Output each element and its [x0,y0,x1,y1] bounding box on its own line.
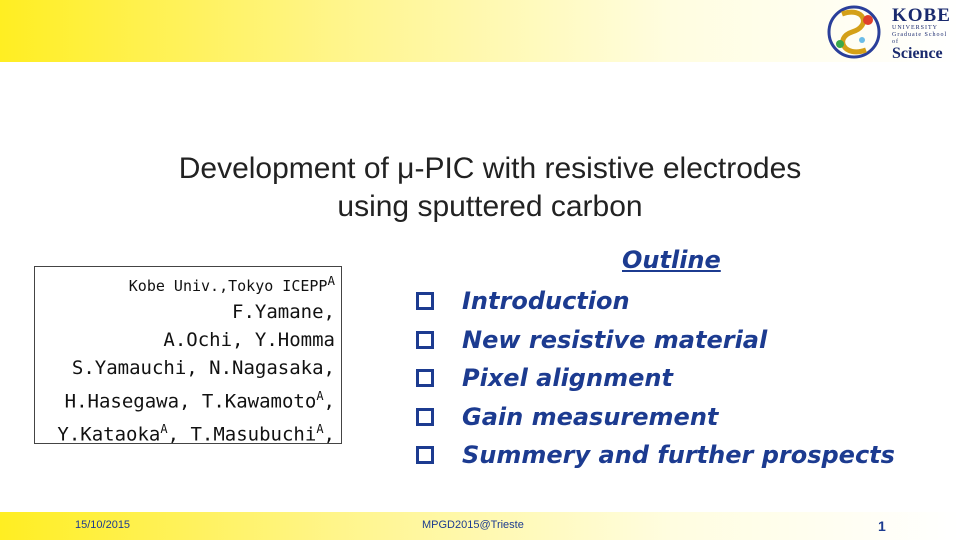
outline-item-summery: Summery and further prospects [462,441,895,470]
logo-kobe-text: KOBE [892,5,951,26]
list-item [416,359,895,398]
university-logo [822,2,954,60]
authors-box [34,266,342,444]
list-item [416,436,895,475]
outline-item-introduction: Introduction [462,287,630,316]
author-line-3: S.Yamauchi, N.Nagasaka, [71,357,335,379]
footer-event: MPGD2015@Trieste [422,519,524,531]
logo-science-text: Science [892,45,943,62]
outline-heading: Outline [622,246,721,274]
author-line-1: F.Yamane, [232,301,335,323]
checkbox-bullet-icon [416,446,434,464]
outline-item-pixel-alignment: Pixel alignment [462,364,673,393]
list-item [416,398,895,437]
logo-emblem-icon [822,2,892,60]
author-line-5: Y.Kataoka$^A$, T.Masubuchi$^A$, [57,422,335,446]
page-number: 1 [878,518,886,534]
list-item [416,321,895,360]
slide-title [60,150,920,226]
checkbox-bullet-icon [416,292,434,310]
header-band [0,0,960,62]
title-line-2: using sputtered carbon [337,190,643,223]
author-line-4: H.Hasegawa, T.Kawamoto$^A$, [64,389,335,413]
checkbox-bullet-icon [416,369,434,387]
affiliation: Kobe Univ.,Tokyo $ICEPP^A$ [128,273,335,295]
outline-item-gain-measurement: Gain measurement [462,402,719,431]
logo-university-text: UNIVERSITY [892,25,938,31]
footer-date: 15/10/2015 [75,519,131,531]
title-line-1: Development of μ-PIC with resistive electrodes [178,152,802,185]
list-item [416,282,895,321]
author-line-2: A.Ochi, Y.Homma [163,329,335,351]
checkbox-bullet-icon [416,331,434,349]
logo-graduate-text: Graduate School of [892,32,948,45]
outline-item-resistive-material: New resistive material [462,325,768,354]
outline-list [416,282,895,475]
checkbox-bullet-icon [416,408,434,426]
